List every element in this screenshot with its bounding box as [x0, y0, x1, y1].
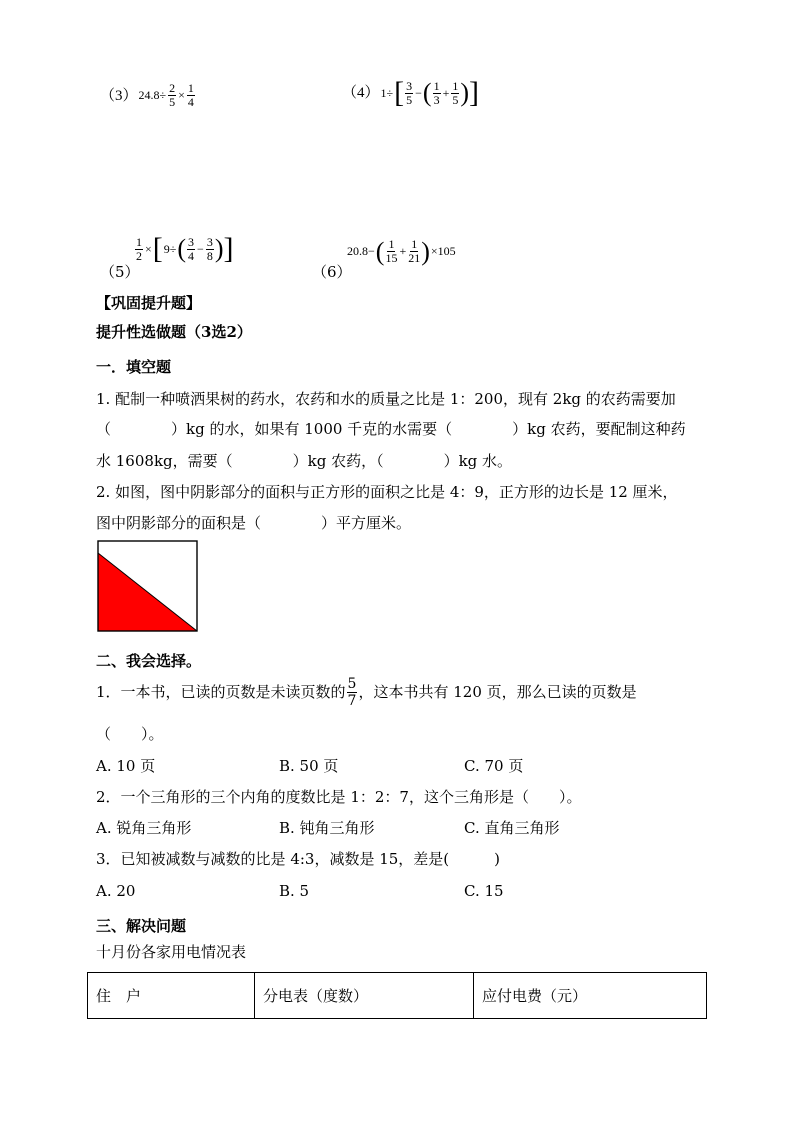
q2-line1: 2. 如图，图中阴影部分的面积与正方形的面积之比是 4：9，正方形的边长是 12 厘米， — [96, 483, 678, 501]
fraction: $\frac{1}{15}$ — [385, 237, 398, 265]
fraction: $\frac{3}{8}$ — [206, 234, 213, 263]
fraction: $\frac{5}{7}$ — [347, 675, 357, 709]
table-header-row — [88, 973, 707, 1019]
bracket-close: ] — [223, 232, 234, 265]
q1-line3: 水 1608kg，需要（ ）kg 农药，（ ）kg 水。 — [96, 452, 513, 470]
problem-4: （4） 1÷ [ $\frac{3}{5}$ − ( $\frac{1}{3}$ + $\frac{1}{5}$ ) ] — [342, 76, 480, 109]
q2-line2: 图中阴影部分的面积是（ ）平方厘米。 — [96, 514, 412, 532]
p2-q3-option-b: B. 5 — [279, 882, 310, 900]
problem-3: （3） 24.8÷ $\frac{2}{5}$ × $\frac{1}{4}$ — [100, 81, 194, 109]
fraction: $\frac{1}{21}$ — [408, 237, 421, 265]
p2-q3: 3．已知被减数与减数的比是 4:3，减数是 15，差是( ) — [96, 850, 501, 868]
p2-q1-option-a: A. 10 页 — [96, 757, 156, 775]
p2-q3-option-c: C. 15 — [464, 882, 504, 900]
paren-open: ( — [422, 78, 432, 107]
paren-close: ) — [214, 234, 224, 263]
paren-open: ( — [375, 236, 385, 266]
bracket-open: [ — [394, 76, 405, 109]
p2-q1 — [96, 672, 637, 712]
part3-title: 三、解决问题 — [96, 917, 187, 935]
q1-line2: （ ）kg 的水，如果有 1000 千克的水需要（ ）kg 农药，要配制这种药 — [96, 420, 686, 438]
fraction: $\frac{1}{5}$ — [452, 78, 459, 107]
table-title: 十月份各家用电情况表 — [96, 943, 247, 961]
fraction: $\frac{1}{3}$ — [433, 78, 440, 107]
paren-close: ) — [421, 236, 430, 266]
p2-q2-option-c: C. 直角三角形 — [464, 819, 560, 837]
p2-q1-option-c: C. 70 页 — [464, 757, 524, 775]
electricity-table — [87, 972, 707, 1019]
p2-q2-option-a: A. 锐角三角形 — [96, 819, 192, 837]
fraction: $\frac{2}{5}$ — [169, 81, 176, 109]
paren-open: ( — [177, 234, 187, 263]
fraction: $\frac{1}{2}$ — [136, 234, 142, 263]
q1-line1: 1. 配制一种喷洒果树的药水，农药和水的质量之比是 1：200，现有 2kg 的农药需要加 — [96, 390, 676, 408]
p2-q1-pre: 1．一本书，已读的页数是未读页数的 — [96, 683, 346, 701]
problem-5-label: （5） — [100, 263, 140, 281]
p2-q1-blank: （ ）。 — [96, 725, 164, 743]
problem-3-label: （3） — [100, 87, 138, 104]
fraction: $\frac{3}{4}$ — [188, 234, 195, 263]
fraction: $\frac{3}{5}$ — [406, 78, 413, 107]
paren-close: ) — [460, 78, 470, 107]
square-figure — [97, 540, 199, 632]
sub-heading: 提升性选做题（3选2） — [96, 323, 252, 341]
problem-4-label: （4） — [342, 85, 380, 101]
part1-title: 一．填空题 — [96, 358, 172, 376]
bracket-close: ] — [469, 76, 480, 109]
p2-q1-post: ，这本书共有 120 页，那么已读的页数是 — [358, 683, 637, 701]
bracket-open: [ — [152, 232, 163, 265]
fraction: $\frac{1}{4}$ — [187, 81, 194, 109]
header-fee: 应付电费（元） — [474, 973, 707, 1019]
problem-5: $\frac{1}{2}$ × [ 9÷ ( $\frac{3}{4}$ − $\frac{3}{8}$ ) ] — [136, 232, 234, 265]
p2-q3-option-a: A. 20 — [96, 882, 136, 900]
header-meter: 分电表（度数） — [255, 973, 474, 1019]
problem-6-label: （6） — [312, 263, 352, 281]
p2-q1-option-b: B. 50 页 — [279, 757, 339, 775]
problem-6: 20.8− ( $\frac{1}{15}$ + $\frac{1}{21}$ ) ×105 — [347, 236, 456, 266]
header-household: 住 户 — [88, 973, 255, 1019]
section-heading: 【巩固提升题】 — [96, 294, 202, 312]
part2-title: 二、我会选择。 — [96, 652, 202, 670]
p2-q2: 2．一个三角形的三个内角的度数比是 1：2：7，这个三角形是（ ）。 — [96, 788, 582, 806]
p2-q2-option-b: B. 钝角三角形 — [279, 819, 375, 837]
problem-3-lead: 24.8÷ — [138, 88, 167, 102]
